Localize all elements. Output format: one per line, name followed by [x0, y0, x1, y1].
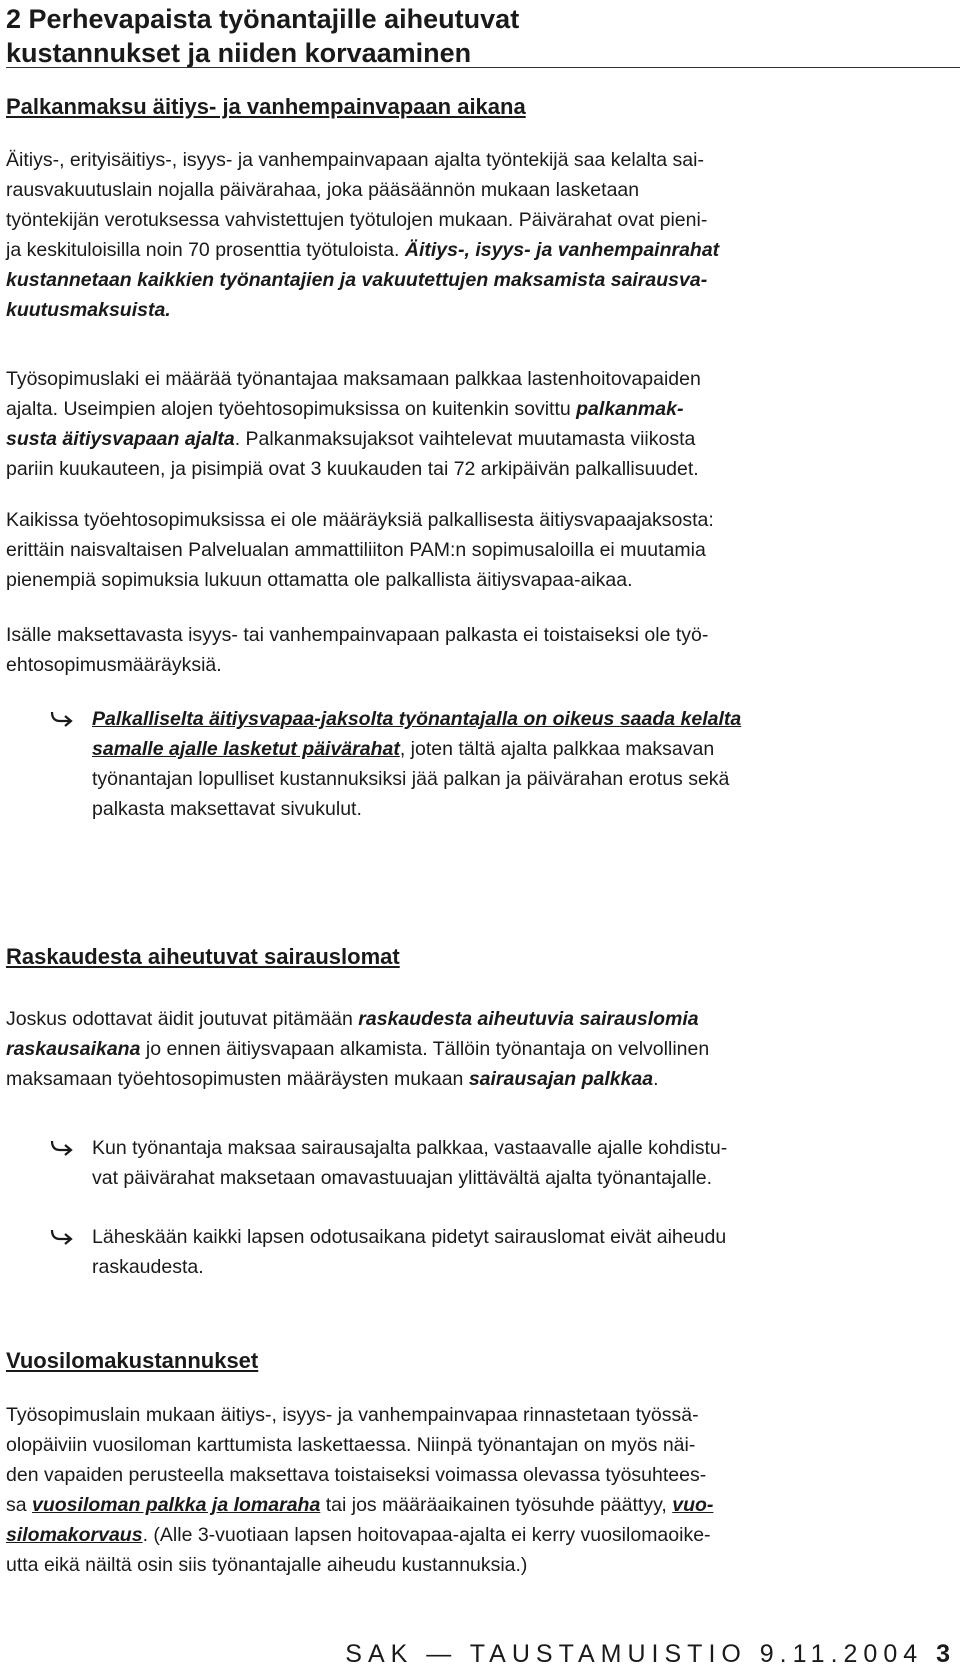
bullet-text: [92, 1222, 952, 1282]
bullet-allowance-to-employer: [50, 1133, 956, 1195]
emphasis-text: raskausaikana: [6, 1038, 141, 1060]
paragraph-vacation-accrual: [6, 1400, 956, 1580]
bullet-employer-right: [50, 704, 956, 829]
emphasis-text: palkanmak-: [576, 398, 684, 420]
chapter-title-line-1: 2 Perhevapaista työnantajille aiheutuvat: [6, 4, 520, 34]
bullet-text: [92, 704, 952, 824]
text-line: erittäin naisvaltaisen Palvelualan ammattiliiton PAM:n sopimusaloilla ei muutamia: [6, 539, 706, 561]
text-run: . Palkanmaksujaksot vaihtelevat muutamasta viikosta: [234, 428, 696, 450]
text-line: [6, 235, 956, 265]
bullet-not-all-pregnancy: [50, 1222, 956, 1284]
text-line: rausvakuutuslain nojalla päivärahaa, joka pääsäännön mukaan lasketaan: [6, 179, 640, 201]
text-run: tai jos määräaikainen työsuhde päättyy,: [320, 1494, 673, 1516]
chapter-title: [6, 2, 956, 70]
footer-text: SAK — TAUSTAMUISTIO 9.11.2004: [345, 1640, 937, 1668]
text-run: Joskus odottavat äidit joutuvat pitämään: [6, 1008, 359, 1030]
section-heading-vacation-costs: Vuosilomakustannukset: [6, 1348, 259, 1373]
emphasis-text: kustannetaan kaikkien työnantajien ja vakuutettujen maksamista sairausva-: [6, 269, 708, 291]
text-line: Kun työnantaja maksaa sairausajalta palkkaa, vastaavalle ajalle kohdistu-: [92, 1137, 728, 1159]
paragraph-collective-agreements: [6, 505, 956, 595]
paragraph-sick-leave: [6, 1004, 956, 1094]
emphasis-text: silomakorvaus: [6, 1524, 143, 1546]
paragraph-father-pay: [6, 620, 956, 680]
text-line: palkasta maksettavat sivukulut.: [92, 798, 362, 820]
text-run: sa: [6, 1494, 33, 1516]
text-line: [6, 1520, 956, 1550]
chapter-title-line-2: kustannukset ja niiden korvaaminen: [6, 38, 472, 68]
hook-arrow-right-icon: [50, 708, 74, 730]
text-line: Läheskään kaikki lapsen odotusaikana pidetyt sairauslomat eivät aiheudu: [92, 1226, 727, 1248]
text-line: Isälle maksettavasta isyys- tai vanhempainvapaan palkasta ei toistaiseksi ole työ-: [6, 624, 709, 646]
emphasis-text: sairausajan palkkaa: [468, 1068, 654, 1090]
text-line: den vapaiden perusteella maksettava toistaiseksi voimassa olevassa työsuhtees-: [6, 1464, 707, 1486]
text-line: Äitiys-, erityisäitiys-, isyys- ja vanhempainvapaan ajalta työntekijä saa kelalta sai-: [6, 149, 704, 171]
text-line: Työsopimuslain mukaan äitiys-, isyys- ja vanhempainvapaa rinnastetaan työssä-: [6, 1404, 699, 1426]
text-line: olopäiviin vuosiloman karttumista laskettaessa. Niinpä työnantajan on myös näi-: [6, 1434, 696, 1456]
emphasis-text: samalle ajalle lasketut päivärahat: [92, 738, 400, 760]
text-run: ajalta. Useimpien alojen työehtosopimuksissa on kuitenkin sovittu: [6, 398, 577, 420]
emphasis-text: raskaudesta aiheutuvia sairauslomia: [358, 1008, 699, 1030]
page-number: 3: [936, 1640, 950, 1668]
text-run: , joten tältä ajalta palkkaa maksavan: [399, 738, 715, 760]
text-line: utta eikä näiltä osin siis työnantajalle aiheudu kustannuksia.): [6, 1554, 528, 1576]
text-line: [92, 734, 952, 764]
text-line: raskaudesta.: [92, 1256, 204, 1278]
emphasis-text: kuutusmaksuista.: [6, 299, 171, 321]
hook-arrow-right-icon: [50, 1137, 74, 1159]
title-rule: [6, 67, 960, 68]
text-line: Työsopimuslaki ei määrää työnantajaa maksamaan palkkaa lastenhoitovapaiden: [6, 368, 701, 390]
text-line: työnantajan lopulliset kustannuksiksi jää palkan ja päivärahan erotus sekä: [92, 768, 730, 790]
emphasis-text: Äitiys-, isyys- ja vanhempainrahat: [404, 239, 720, 261]
emphasis-text: vuo-: [672, 1494, 714, 1516]
text-line: [6, 1064, 956, 1094]
page-footer: [345, 1640, 950, 1669]
paragraph-employment-contracts: [6, 364, 956, 484]
text-line: [6, 424, 956, 454]
text-line: vat päivärahat maksetaan omavastuuajan ylittävältä ajalta työnantajalle.: [92, 1167, 713, 1189]
text-line: työntekijän verotuksessa vahvistettujen työtulojen mukaan. Päivärahat ovat pieni-: [6, 209, 708, 231]
text-run: . (Alle 3-vuotiaan lapsen hoitovapaa-ajalta ei kerry vuosilomaoike-: [142, 1524, 711, 1546]
emphasis-text: Palkalliselta äitiysvapaa-jaksolta työnantajalla on oikeus saada kelalta: [92, 708, 742, 730]
text-line: pienempiä sopimuksia lukuun ottamatta ole palkallista äitiysvapaa-aikaa.: [6, 569, 633, 591]
text-line: pariin kuukauteen, ja pisimpiä ovat 3 kuukauden tai 72 arkipäivän palkallisuudet.: [6, 458, 699, 480]
text-run: jo ennen äitiysvapaan alkamista. Tällöin työnantaja on velvollinen: [140, 1038, 710, 1060]
text-line: [6, 394, 956, 424]
text-run: .: [653, 1068, 659, 1090]
text-run: ja keskituloisilla noin 70 prosenttia työtuloista.: [6, 239, 405, 261]
text-line: [6, 1004, 956, 1034]
text-line: [6, 1034, 956, 1064]
bullet-text: [92, 1133, 952, 1193]
text-line: Kaikissa työehtosopimuksissa ei ole määräyksiä palkallisesta äitiysvapaajaksosta:: [6, 509, 714, 531]
emphasis-text: vuosiloman palkka ja lomaraha: [32, 1494, 321, 1516]
emphasis-text: susta äitiysvapaan ajalta: [6, 428, 235, 450]
paragraph-daily-allowance: [6, 145, 956, 325]
hook-arrow-right-icon: [50, 1226, 74, 1248]
section-heading-pregnancy-sick-leave: Raskaudesta aiheutuvat sairauslomat: [6, 944, 400, 969]
text-line: ehtosopimusmääräyksiä.: [6, 654, 222, 676]
text-line: [6, 1490, 956, 1520]
text-run: maksamaan työehtosopimusten määräysten mukaan: [6, 1068, 469, 1090]
section-heading-parental-leave-pay: Palkanmaksu äitiys- ja vanhempainvapaan aikana: [6, 94, 526, 119]
